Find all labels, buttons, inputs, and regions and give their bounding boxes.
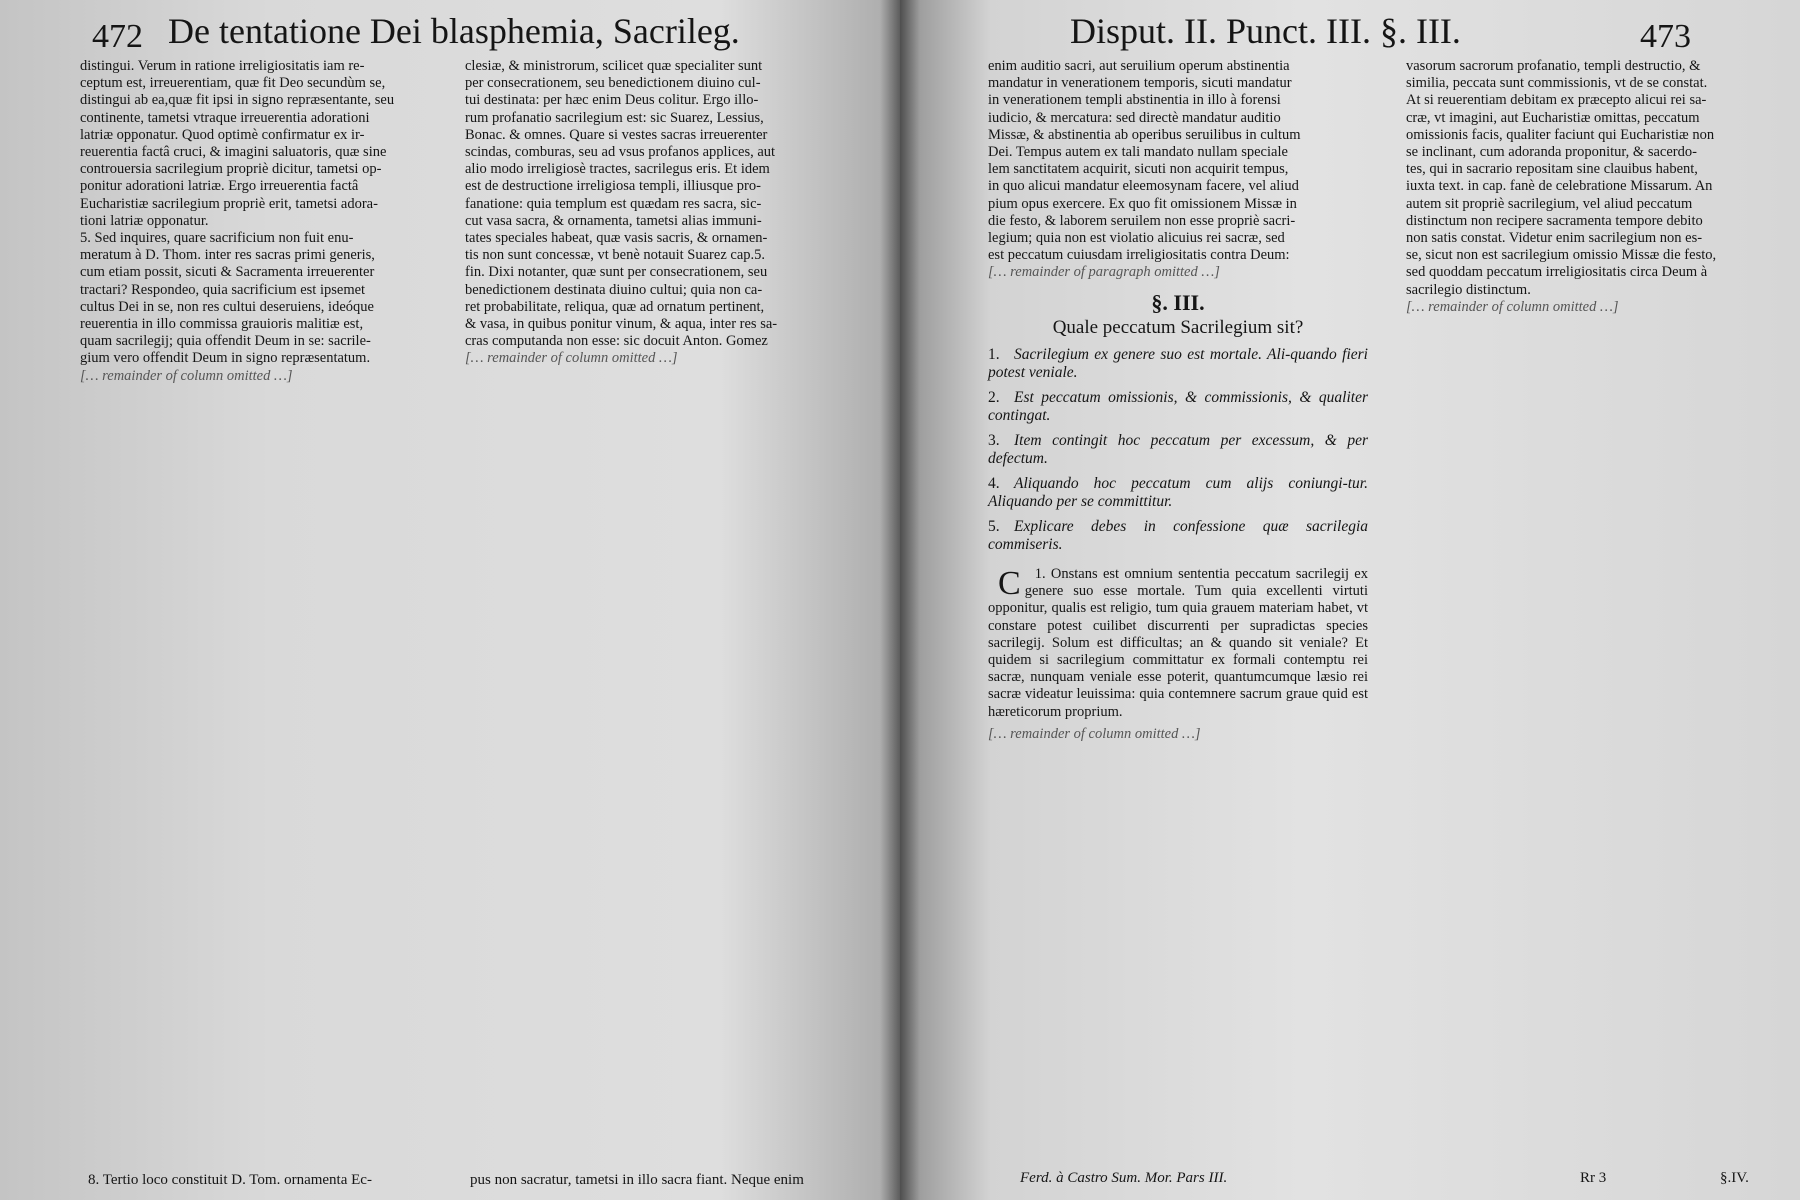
text-line: cræ, vt imagini, aut Eucharistiæ omittas, peccatum — [1406, 109, 1700, 126]
text-line: non satis constat. Videtur enim sacrilegium non es- — [1406, 230, 1703, 247]
summary-point-number: 3. — [988, 432, 1000, 450]
summary-point-number: 4. — [988, 475, 1000, 493]
text-line: cras computanda non esse: sic docuit Anton. Gomez — [465, 333, 768, 350]
text-line: se, sicut non est sacrilegium omissio Missæ die festo, — [1406, 247, 1717, 264]
text-line: legium; quia non est violatio alicuius rei sacræ, sed — [988, 230, 1285, 247]
text-line: reuerentia factâ cruci, & imagini saluatoris, quæ sine — [80, 144, 387, 161]
text-line: die festo, & laborem seruilem non esse propriè sacri- — [988, 212, 1296, 229]
text-line: Bonac. & omnes. Quare si vestes sacras irreuerenter — [465, 126, 768, 143]
summary-point — [988, 518, 1368, 554]
summary-point-number: 5. — [988, 518, 1000, 536]
text-line: lem sanctitatem acquirit, sicuti non acquirit tempus, — [988, 161, 1289, 178]
left-column-a-last-line: 8. Tertio loco constituit D. Tom. ornamenta Ec- — [88, 1172, 372, 1188]
text-line: sacrilegio distinctum. — [1406, 281, 1531, 298]
text-line: fin. Dixi notanter, quæ sunt per consecrationem, seu — [465, 264, 768, 281]
text-line: tioni latriæ opponatur. — [80, 212, 209, 229]
omitted-marker: [… remainder of column omitted …] — [80, 367, 293, 384]
left-column-b-last-line: pus non sacratur, tametsi in illo sacra fiant. Neque enim — [470, 1172, 804, 1188]
paragraph-number: 1. — [1034, 566, 1046, 583]
text-line: cultus Dei in se, non res cultui deseruiens, ideóque — [80, 298, 374, 315]
text-line: omissionis facis, qualiter faciunt qui Eucharistiæ non — [1406, 126, 1715, 143]
text-line: ponitur adorationi latriæ. Ergo irreuerentia factâ — [80, 178, 359, 195]
text-line: clesiæ, & ministrorum, scilicet quæ specialiter sunt — [465, 58, 763, 74]
left-column-a-lines — [80, 58, 440, 368]
summary-point-number: 1. — [988, 346, 1000, 364]
left-column-b — [465, 58, 830, 373]
text-line: mandatur in venerationem temporis, sicuti mandatur — [988, 75, 1292, 92]
text-line: latriæ opponatur. Quod optimè confirmatur ex ir- — [80, 126, 365, 143]
right-column-d — [1406, 58, 1771, 321]
text-line: in quo alicui mandatur eleemosynam facere, vel aliud — [988, 178, 1299, 195]
text-line: reuerentia in illo commissa grauioris malitiæ est, — [80, 316, 364, 333]
text-line: autem sit propriè sacrilegium, vel aliud peccatum — [1406, 195, 1693, 212]
text-line: At si reuerentiam debitam ex præcepto alicui rei sa- — [1406, 92, 1707, 109]
left-column-a — [80, 58, 440, 390]
section-summary-list — [988, 346, 1368, 554]
text-line: est peccatum cuiusdam irreligiositatis contra Deum: — [988, 247, 1290, 264]
summary-point — [988, 475, 1368, 511]
text-line: tis non sunt concessæ, vt benè notauit Suarez cap.5. — [465, 247, 766, 264]
running-head-left: De tentatione Dei blasphemia, Sacrileg. — [168, 11, 740, 51]
text-line: cum etiam possit, sicuti & Sacramenta irreuerenter — [80, 264, 375, 281]
summary-point-text: Explicare debes in confessione quæ sacrilegia commiseris. — [988, 518, 1368, 554]
text-line: Dei. Tempus autem ex tali mandato nullam speciale — [988, 144, 1288, 161]
right-column-d-lines — [1406, 58, 1771, 299]
text-line: gium vero offendit Deum in signo repræsentatum. — [80, 350, 371, 367]
text-line: est de destructione irreligiosa templi, illiusque pro- — [465, 178, 761, 195]
summary-point-text: Aliquando hoc peccatum cum alijs coniungi-tur. Aliquando per se committitur. — [988, 475, 1368, 511]
paragraph-1-text: Onstans est omnium sententia peccatum sacrilegij ex genere suo esse mortale. Tum quia excellenti virtuti opponitur, qualis est religio, tum quia grauem materiam habet, vt constare potest cuilibet discurrenti per supradictas species sacrilegij. Solum est difficultas; an & quando sit veniale? Et quidem si sacrilegium committatur ex formali contemptu rei sacræ, nunquam veniale esse poterit, quantumcumque læsio rei sacræ videatur leuissima: quia contemnere sacrum graue quid est hæreticorum proprium. — [988, 566, 1368, 720]
running-head-right: Disput. II. Punct. III. §. III. — [1070, 11, 1461, 51]
omitted-marker: [… remainder of column omitted …] — [1406, 298, 1619, 315]
paragraph-1 — [988, 566, 1368, 721]
summary-point-text: Item contingit hoc peccatum per excessum, & per defectum. — [988, 432, 1368, 468]
text-line: Missæ, & abstinentia ab operibus seruilibus in cultum — [988, 126, 1301, 143]
text-line: quam sacrilegij; quia offendit Deum in se: sacrile- — [80, 333, 371, 350]
text-line: iudicio, & mercatura: sed directè mandatur auditio — [988, 109, 1281, 126]
footer-signature: Ferd. à Castro Sum. Mor. Pars III. — [1020, 1170, 1228, 1186]
text-line: sed quoddam peccatum irreligiositatis circa Deum à — [1406, 264, 1708, 281]
summary-point — [988, 346, 1368, 382]
summary-point-text: Est peccatum omissionis, & commissionis, & qualiter contingat. — [988, 389, 1368, 425]
text-line: se inclinant, cum adoranda proponitur, & sacerdo- — [1406, 144, 1697, 161]
section-subtitle: Quale peccatum Sacrilegium sit? — [1052, 316, 1304, 338]
right-column-c-lines — [988, 58, 1368, 264]
text-line: enim auditio sacri, aut seruilium operum abstinentia — [988, 58, 1290, 74]
text-line: distinctum non recipere sacramenta tempore debito — [1406, 212, 1703, 229]
text-line: tates speciales habeat, quæ vasis sacris, & ornamen- — [465, 230, 768, 247]
text-line: cut vasa sacra, & ornamenta, tametsi alias immuni- — [465, 212, 762, 229]
text-line: tui destinata: per hæc enim Deus colitur. Ergo illo- — [465, 92, 759, 109]
summary-point-text: Sacrilegium ex genere suo est mortale. Ali-quando fieri potest veniale. — [988, 346, 1368, 382]
text-line: distingui ab ea,quæ fit ipsi in signo repræsentante, seu — [80, 92, 395, 109]
text-line: tes, qui in sacrario repositam sine clauibus habent, — [1406, 161, 1698, 178]
text-line: meratum à D. Thom. inter res sacras primi generis, — [80, 247, 375, 264]
summary-point — [988, 389, 1368, 425]
right-column-c — [988, 58, 1368, 748]
text-line: continente, tametsi vtraque irreuerentia adorationi — [80, 109, 370, 126]
summary-point — [988, 432, 1368, 468]
page-number-left: 472 — [92, 18, 143, 55]
section-title: §. III. — [1151, 289, 1205, 315]
text-line: & vasa, in quibus ponitur vinum, & aqua, inter res sa- — [465, 316, 778, 333]
text-line: pium opus exercere. Ex quo fit omissionem Missæ in — [988, 195, 1297, 212]
right-page — [900, 0, 1800, 1200]
text-line: scindas, comburas, seu ad vsus profanos applices, aut — [465, 144, 776, 161]
text-line: ceptum est, irreuerentiam, quæ fit Deo secundùm se, — [80, 75, 386, 92]
signature-mark: Rr 3 — [1580, 1170, 1607, 1186]
text-line: in venerationem templi abstinentia in illo à forensi — [988, 92, 1281, 109]
text-line: rum profanatio sacrilegium est: sic Suarez, Lessius, — [465, 109, 764, 126]
text-line: Eucharistiæ sacrilegium propriè erit, tametsi adora- — [80, 195, 378, 212]
left-column-b-lines — [465, 58, 830, 350]
omitted-marker: [… remainder of column omitted …] — [988, 725, 1201, 742]
text-line: similia, peccata sunt commissionis, vt de se constat. — [1406, 75, 1708, 92]
omitted-marker: [… remainder of column omitted …] — [465, 350, 678, 367]
text-line: fanatione: quia templum est quædam res sacra, sic- — [465, 195, 762, 212]
text-line: distingui. Verum in ratione irreligiositatis iam re- — [80, 58, 365, 74]
text-line: ret probabilitate, reliqua, quæ ad ornatum pertinent, — [465, 298, 765, 315]
text-line: tractari? Respondeo, quia sacrificium est ipsemet — [80, 281, 366, 298]
page-number-right: 473 — [1640, 18, 1691, 55]
text-line: benedictionem destinata diuino cultui; quia non ca- — [465, 281, 763, 298]
drop-capital: C — [998, 565, 1021, 603]
text-line: per consecrationem, seu benedictionem diuino cul- — [465, 75, 761, 92]
text-line: 5. Sed inquires, quare sacrificium non fuit enu- — [80, 230, 354, 247]
catchword: §.IV. — [1720, 1170, 1749, 1186]
summary-point-number: 2. — [988, 389, 1000, 407]
text-line: vasorum sacrorum profanatio, templi destructio, & — [1406, 58, 1701, 74]
text-line: alio modo irreligiosè tractes, sacrilegus eris. Et idem — [465, 161, 770, 178]
omitted-marker: [… remainder of paragraph omitted …] — [988, 264, 1220, 281]
text-line: iuxta text. in cap. fanè de celebratione Missarum. An — [1406, 178, 1713, 195]
text-line: controuersia sacrilegium propriè dicitur, tametsi op- — [80, 161, 382, 178]
